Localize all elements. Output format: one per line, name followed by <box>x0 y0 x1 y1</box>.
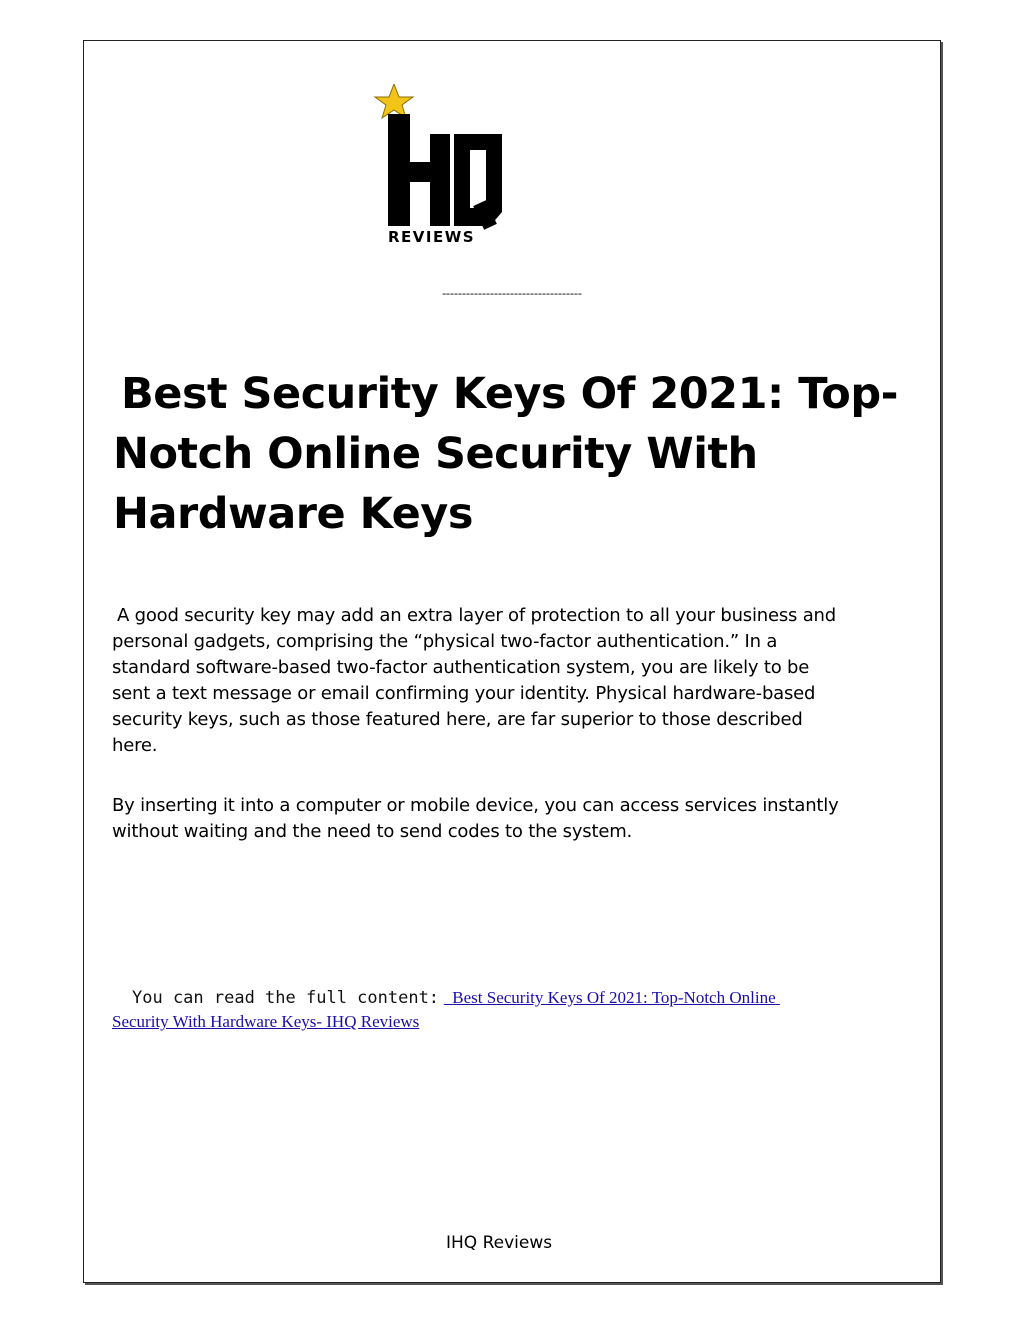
intro-paragraph <box>112 603 912 759</box>
link-line-1: Best Security Keys Of 2021: Top-Notch Online <box>452 988 776 1007</box>
read-more-section <box>112 986 912 1034</box>
dashed-divider: ----------------------------------- <box>442 286 582 300</box>
read-more-lead: You can read the full content: <box>132 988 440 1008</box>
paragraph-line: without waiting and the need to send codes to the system. <box>112 821 633 842</box>
title-line-1: Best Security Keys Of 2021: Top- <box>121 369 898 419</box>
title-line-3: Hardware Keys <box>113 489 473 539</box>
second-paragraph <box>112 793 912 845</box>
link-line-2: Security With Hardware Keys- IHQ Reviews <box>112 1012 420 1031</box>
logo-wordmark: REVIEWS <box>388 228 476 244</box>
star-icon <box>375 84 413 118</box>
title-line-2: Notch Online Security With <box>113 429 758 479</box>
paragraph-line: security keys, such as those featured here, are far superior to those described <box>112 709 803 730</box>
paragraph-line: A good security key may add an extra layer of protection to all your business and <box>117 605 836 626</box>
ihq-reviews-logo <box>368 84 508 244</box>
paragraph-line: sent a text message or email confirming your identity. Physical hardware-based <box>112 683 816 704</box>
paragraph-line: here. <box>112 735 158 756</box>
paragraph-line: personal gadgets, comprising the “physical two-factor authentication.” In a <box>112 631 778 652</box>
logo-graphic <box>368 84 508 244</box>
paragraph-line: By inserting it into a computer or mobile device, you can access services instantly <box>112 795 839 816</box>
footer-text: IHQ Reviews <box>446 1233 553 1253</box>
paragraph-line: standard software-based two-factor authentication system, you are likely to be <box>112 657 810 678</box>
article-title <box>113 364 913 544</box>
